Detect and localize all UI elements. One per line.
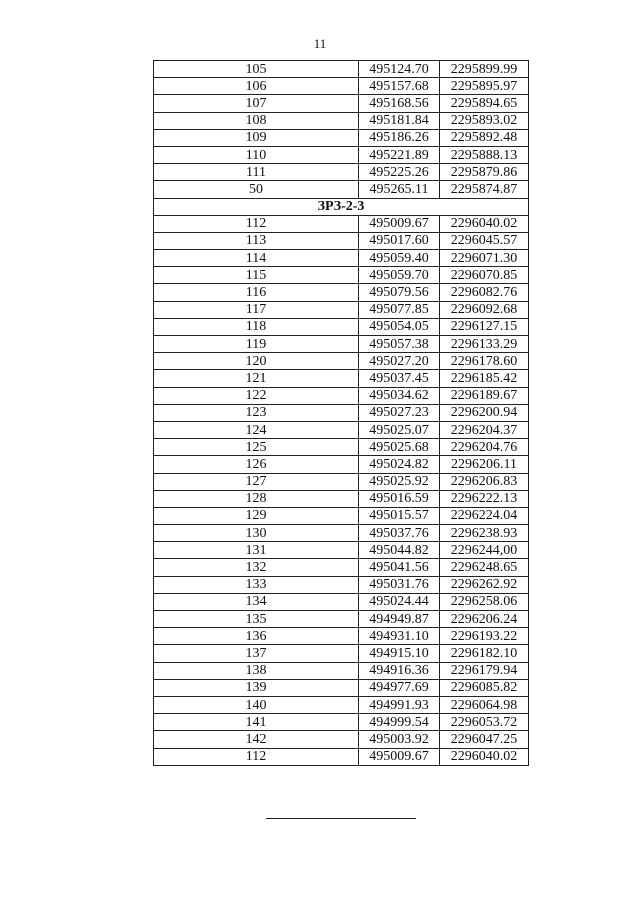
point-number-cell: 116 (154, 284, 359, 301)
point-number-cell: 105 (154, 61, 359, 78)
x-coordinate-cell: 495016.59 (359, 490, 440, 507)
y-coordinate-cell: 2295888.13 (440, 146, 529, 163)
table-row (154, 628, 529, 645)
y-coordinate-cell: 2296185.42 (440, 370, 529, 387)
point-number-cell: 112 (154, 215, 359, 232)
point-number-cell: 126 (154, 456, 359, 473)
x-coordinate-cell: 495025.68 (359, 439, 440, 456)
table-row (154, 662, 529, 679)
point-number-cell: 123 (154, 404, 359, 421)
y-coordinate-cell: 2296204.76 (440, 439, 529, 456)
point-number-cell: 106 (154, 78, 359, 95)
point-number-cell: 110 (154, 146, 359, 163)
table-row (154, 318, 529, 335)
y-coordinate-cell: 2295893.02 (440, 112, 529, 129)
x-coordinate-cell: 495037.76 (359, 525, 440, 542)
x-coordinate-cell: 495124.70 (359, 61, 440, 78)
y-coordinate-cell: 2296206.24 (440, 611, 529, 628)
point-number-cell: 134 (154, 593, 359, 610)
table-section-row (154, 198, 529, 215)
x-coordinate-cell: 494916.36 (359, 662, 440, 679)
y-coordinate-cell: 2296238.93 (440, 525, 529, 542)
x-coordinate-cell: 495031.76 (359, 576, 440, 593)
point-number-cell: 117 (154, 301, 359, 318)
point-number-cell: 107 (154, 95, 359, 112)
table-row (154, 112, 529, 129)
x-coordinate-cell: 495037.45 (359, 370, 440, 387)
y-coordinate-cell: 2296182.10 (440, 645, 529, 662)
point-number-cell: 138 (154, 662, 359, 679)
y-coordinate-cell: 2296206.83 (440, 473, 529, 490)
table-row (154, 146, 529, 163)
table-row (154, 353, 529, 370)
table-row (154, 232, 529, 249)
y-coordinate-cell: 2295874.87 (440, 181, 529, 198)
x-coordinate-cell: 495009.67 (359, 748, 440, 765)
table-row (154, 95, 529, 112)
point-number-cell: 129 (154, 507, 359, 524)
table-row (154, 78, 529, 95)
x-coordinate-cell: 495025.92 (359, 473, 440, 490)
page-number: 11 (313, 36, 327, 51)
x-coordinate-cell: 495044.82 (359, 542, 440, 559)
point-number-cell: 139 (154, 679, 359, 696)
y-coordinate-cell: 2295894.65 (440, 95, 529, 112)
y-coordinate-cell: 2296200.94 (440, 404, 529, 421)
y-coordinate-cell: 2295895.97 (440, 78, 529, 95)
point-number-cell: 122 (154, 387, 359, 404)
table-row (154, 593, 529, 610)
table-row (154, 748, 529, 765)
x-coordinate-cell: 494991.93 (359, 696, 440, 713)
table-row (154, 645, 529, 662)
x-coordinate-cell: 495059.40 (359, 250, 440, 267)
table-row (154, 714, 529, 731)
x-coordinate-cell: 495027.23 (359, 404, 440, 421)
x-coordinate-cell: 495265.11 (359, 181, 440, 198)
y-coordinate-cell: 2296071.30 (440, 250, 529, 267)
x-coordinate-cell: 495041.56 (359, 559, 440, 576)
x-coordinate-cell: 495054.05 (359, 318, 440, 335)
y-coordinate-cell: 2296262.92 (440, 576, 529, 593)
x-coordinate-cell: 495034.62 (359, 387, 440, 404)
table-row (154, 473, 529, 490)
y-coordinate-cell: 2296204.37 (440, 421, 529, 438)
y-coordinate-cell: 2296179.94 (440, 662, 529, 679)
y-coordinate-cell: 2296040.02 (440, 748, 529, 765)
y-coordinate-cell: 2296045.57 (440, 232, 529, 249)
point-number-cell: 115 (154, 267, 359, 284)
y-coordinate-cell: 2296085.82 (440, 679, 529, 696)
x-coordinate-cell: 495003.92 (359, 731, 440, 748)
table-row (154, 61, 529, 78)
table-row (154, 267, 529, 284)
point-number-cell: 142 (154, 731, 359, 748)
y-coordinate-cell: 2296092.68 (440, 301, 529, 318)
x-coordinate-cell: 495057.38 (359, 336, 440, 353)
table-row (154, 387, 529, 404)
y-coordinate-cell: 2296222.13 (440, 490, 529, 507)
y-coordinate-cell: 2296082.76 (440, 284, 529, 301)
point-number-cell: 127 (154, 473, 359, 490)
table-row (154, 696, 529, 713)
y-coordinate-cell: 2296070.85 (440, 267, 529, 284)
y-coordinate-cell: 2296053.72 (440, 714, 529, 731)
point-number-cell: 140 (154, 696, 359, 713)
point-number-cell: 120 (154, 353, 359, 370)
y-coordinate-cell: 2296193.22 (440, 628, 529, 645)
x-coordinate-cell: 494949.87 (359, 611, 440, 628)
table-row (154, 576, 529, 593)
table-row (154, 611, 529, 628)
table-row (154, 490, 529, 507)
table-row (154, 181, 529, 198)
y-coordinate-cell: 2295892.48 (440, 129, 529, 146)
point-number-cell: 130 (154, 525, 359, 542)
point-number-cell: 113 (154, 232, 359, 249)
footer-rule (266, 818, 416, 819)
table-row (154, 250, 529, 267)
x-coordinate-cell: 495221.89 (359, 146, 440, 163)
point-number-cell: 119 (154, 336, 359, 353)
point-number-cell: 131 (154, 542, 359, 559)
x-coordinate-cell: 495059.70 (359, 267, 440, 284)
y-coordinate-cell: 2296258.06 (440, 593, 529, 610)
x-coordinate-cell: 495225.26 (359, 164, 440, 181)
y-coordinate-cell: 2296047.25 (440, 731, 529, 748)
point-number-cell: 108 (154, 112, 359, 129)
coordinates-table-body (154, 61, 529, 766)
point-number-cell: 112 (154, 748, 359, 765)
point-number-cell: 121 (154, 370, 359, 387)
table-row (154, 301, 529, 318)
x-coordinate-cell: 495157.68 (359, 78, 440, 95)
y-coordinate-cell: 2296206.11 (440, 456, 529, 473)
x-coordinate-cell: 494977.69 (359, 679, 440, 696)
point-number-cell: 132 (154, 559, 359, 576)
x-coordinate-cell: 495168.56 (359, 95, 440, 112)
y-coordinate-cell: 2295879.86 (440, 164, 529, 181)
table-row (154, 404, 529, 421)
y-coordinate-cell: 2296244,00 (440, 542, 529, 559)
point-number-cell: 135 (154, 611, 359, 628)
table-row (154, 284, 529, 301)
x-coordinate-cell: 495077.85 (359, 301, 440, 318)
table-row (154, 421, 529, 438)
table-row (154, 679, 529, 696)
point-number-cell: 111 (154, 164, 359, 181)
y-coordinate-cell: 2296248.65 (440, 559, 529, 576)
table-row (154, 525, 529, 542)
table-row (154, 336, 529, 353)
coordinates-table (153, 60, 529, 766)
x-coordinate-cell: 495015.57 (359, 507, 440, 524)
x-coordinate-cell: 495024.44 (359, 593, 440, 610)
x-coordinate-cell: 495186.26 (359, 129, 440, 146)
x-coordinate-cell: 495079.56 (359, 284, 440, 301)
table-row (154, 439, 529, 456)
table-row (154, 542, 529, 559)
point-number-cell: 109 (154, 129, 359, 146)
point-number-cell: 133 (154, 576, 359, 593)
x-coordinate-cell: 495024.82 (359, 456, 440, 473)
table-row (154, 129, 529, 146)
point-number-cell: 136 (154, 628, 359, 645)
x-coordinate-cell: 495027.20 (359, 353, 440, 370)
y-coordinate-cell: 2296040.02 (440, 215, 529, 232)
table-row (154, 507, 529, 524)
point-number-cell: 141 (154, 714, 359, 731)
y-coordinate-cell: 2296178.60 (440, 353, 529, 370)
table-row (154, 215, 529, 232)
y-coordinate-cell: 2296133.29 (440, 336, 529, 353)
point-number-cell: 125 (154, 439, 359, 456)
point-number-cell: 50 (154, 181, 359, 198)
x-coordinate-cell: 495017.60 (359, 232, 440, 249)
y-coordinate-cell: 2296224.04 (440, 507, 529, 524)
table-row (154, 456, 529, 473)
y-coordinate-cell: 2296064.98 (440, 696, 529, 713)
point-number-cell: 137 (154, 645, 359, 662)
y-coordinate-cell: 2296127.15 (440, 318, 529, 335)
table-row (154, 370, 529, 387)
table-row (154, 559, 529, 576)
x-coordinate-cell: 495025.07 (359, 421, 440, 438)
table-row (154, 731, 529, 748)
point-number-cell: 128 (154, 490, 359, 507)
x-coordinate-cell: 494931.10 (359, 628, 440, 645)
point-number-cell: 124 (154, 421, 359, 438)
x-coordinate-cell: 495181.84 (359, 112, 440, 129)
x-coordinate-cell: 494999.54 (359, 714, 440, 731)
y-coordinate-cell: 2296189.67 (440, 387, 529, 404)
point-number-cell: 114 (154, 250, 359, 267)
x-coordinate-cell: 495009.67 (359, 215, 440, 232)
section-title: ЗРЗ-2-3 (154, 198, 529, 215)
point-number-cell: 118 (154, 318, 359, 335)
y-coordinate-cell: 2295899.99 (440, 61, 529, 78)
x-coordinate-cell: 494915.10 (359, 645, 440, 662)
table-row (154, 164, 529, 181)
